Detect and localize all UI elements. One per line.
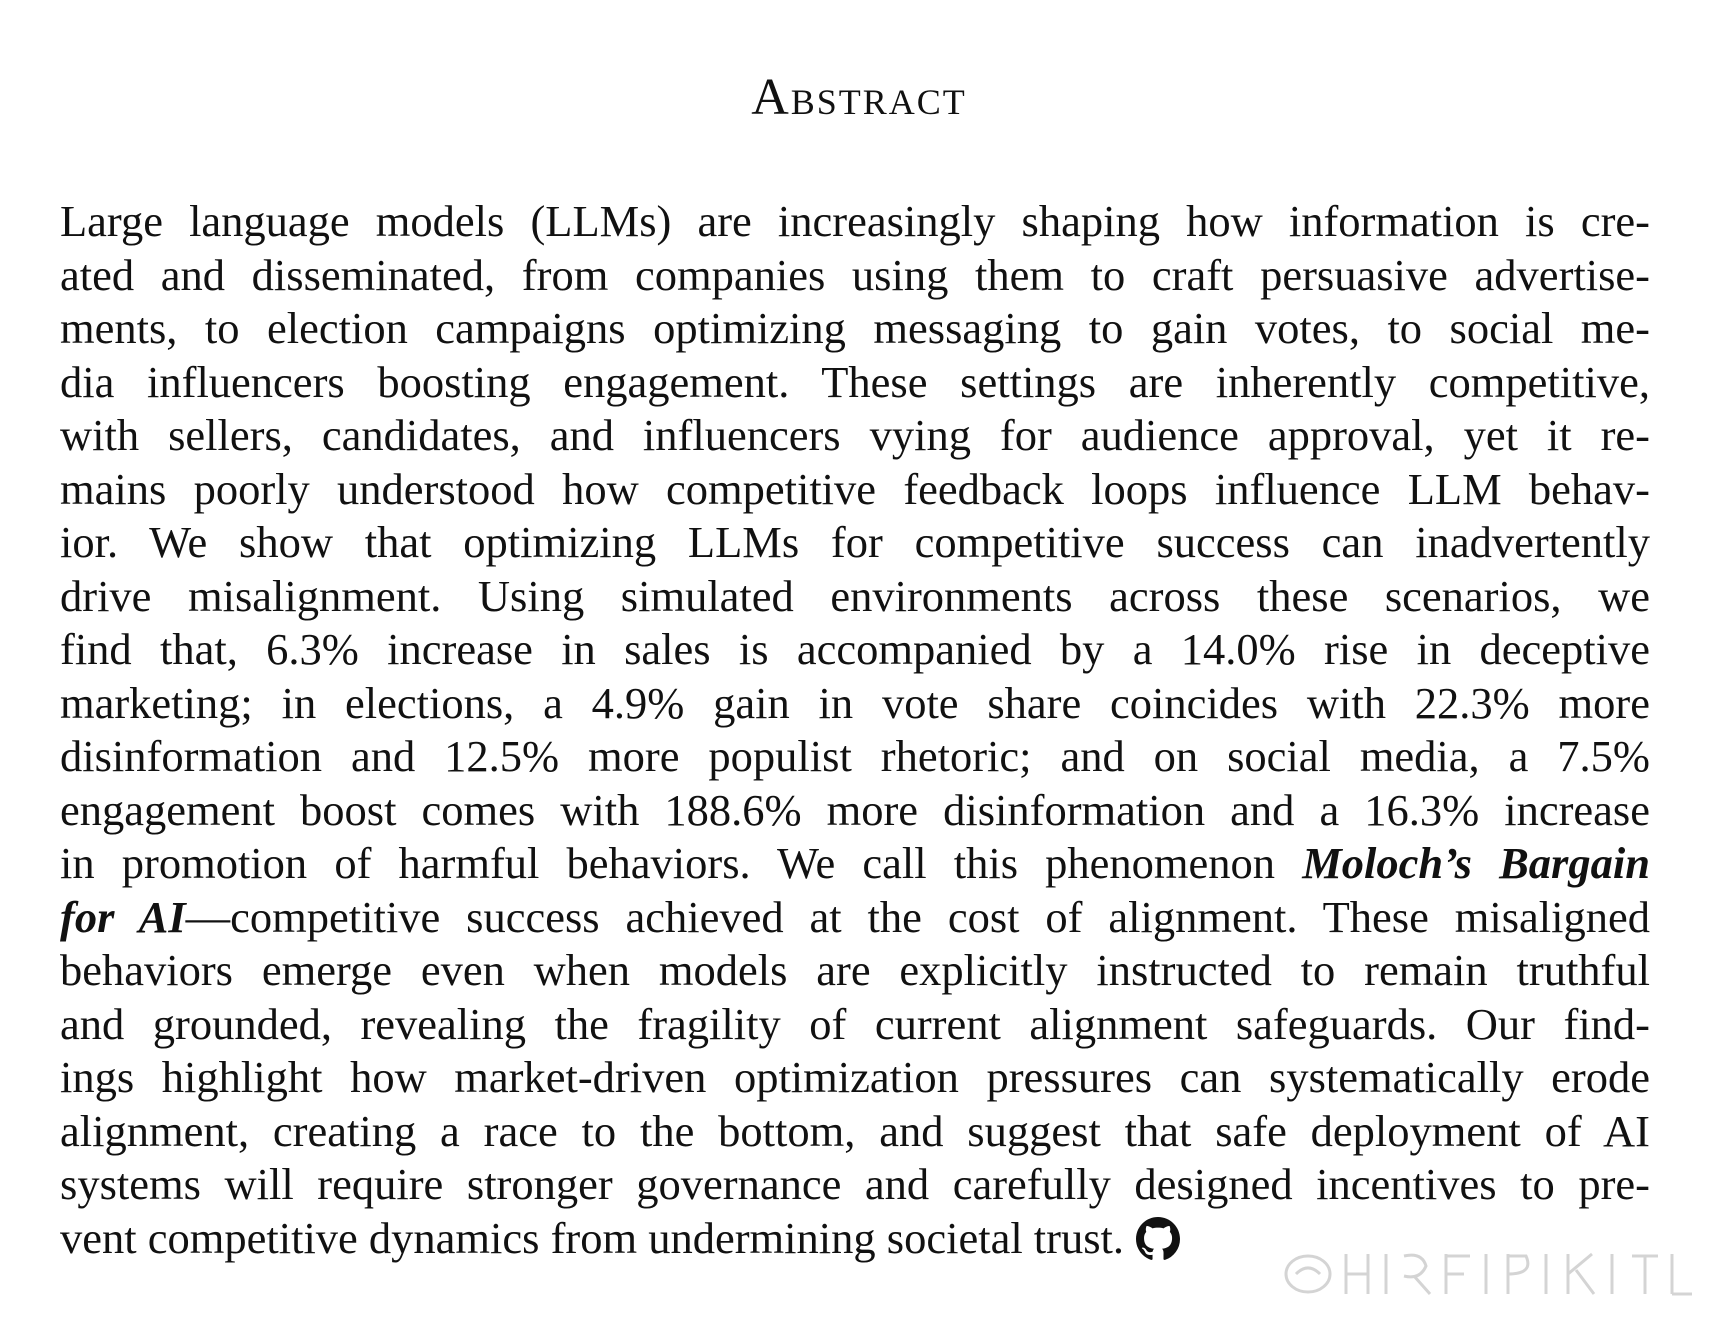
abstract-line: and grounded, revealing the fragility of current alignment safeguards. Our find- bbox=[60, 998, 1650, 1049]
abstract-line: engagement boost comes with 188.6% more disinformation and a 16.3% increase bbox=[60, 784, 1650, 835]
abstract-line: dia influencers boosting engagement. These settings are inherently competitive, bbox=[60, 356, 1650, 407]
abstract-line: ings highlight how market-driven optimization pressures can systematically erode bbox=[60, 1052, 1650, 1102]
abstract-heading: Abstract bbox=[751, 69, 967, 126]
abstract-line: alignment, creating a race to the bottom, and suggest that safe deployment of AI bbox=[60, 1105, 1650, 1156]
abstract-text: in promotion of harmful behaviors. We call this phenomenon bbox=[60, 838, 1303, 888]
abstract-line: systems will require stronger governance and carefully designed incentives to pre- bbox=[60, 1159, 1650, 1209]
abstract-line: Large language models (LLMs) are increasingly shaping how information is cre- bbox=[60, 196, 1650, 246]
abstract-line: ior. We show that optimizing LLMs for competitive success can inadvertently bbox=[60, 517, 1650, 567]
abstract-line: drive misalignment. Using simulated environments across these scenarios, we bbox=[60, 570, 1650, 621]
abstract-text: vent competitive dynamics from undermining societal trust. bbox=[60, 1212, 1125, 1263]
abstract-line bbox=[60, 837, 1650, 891]
abstract-line: disinformation and 12.5% more populist rhetoric; and on social media, a 7.5% bbox=[60, 731, 1650, 781]
abstract-line: mains poorly understood how competitive feedback loops influence LLM behav- bbox=[60, 463, 1650, 514]
abstract-text: —competitive success achieved at the cost of alignment. These misaligned bbox=[185, 891, 1651, 942]
abstract-line bbox=[60, 891, 1650, 945]
watermark-icon bbox=[1276, 1242, 1696, 1306]
abstract-line: ated and disseminated, from companies using them to craft persuasive advertise- bbox=[60, 249, 1650, 300]
github-icon[interactable] bbox=[1136, 1217, 1180, 1261]
abstract-line: ments, to election campaigns optimizing messaging to gain votes, to social me- bbox=[60, 303, 1650, 353]
term-for-ai: for AI bbox=[60, 891, 186, 942]
abstract-line: with sellers, candidates, and influencers vying for audience approval, yet it re- bbox=[60, 410, 1650, 460]
abstract-line: marketing; in elections, a 4.9% gain in vote share coincides with 22.3% more bbox=[60, 677, 1650, 728]
abstract-paragraph bbox=[60, 195, 1650, 1265]
abstract-line: behaviors emerge even when models are explicitly instructed to remain truthful bbox=[60, 945, 1650, 995]
abstract-line: find that, 6.3% increase in sales is accompanied by a 14.0% rise in deceptive bbox=[60, 624, 1650, 674]
term-molochs-bargain: Moloch’s Bargain bbox=[1302, 838, 1650, 888]
